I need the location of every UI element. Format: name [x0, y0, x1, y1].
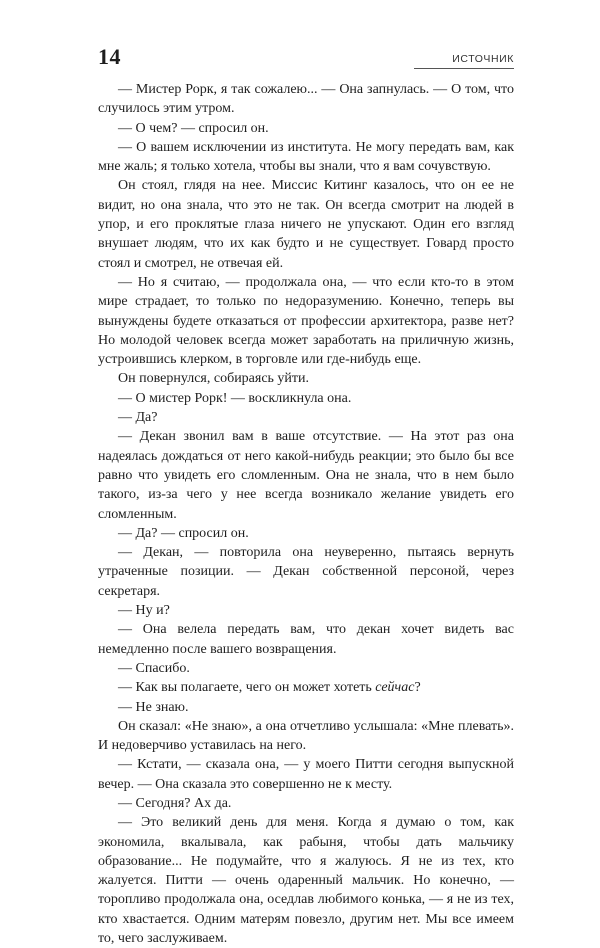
paragraph: Он повернулся, собираясь уйти.: [118, 371, 310, 387]
paragraph: — Кстати, — сказала она, — у моего Питти сегодня выпускной вечер. — Она сказала это совершенно не к месту.: [98, 757, 514, 792]
paragraph: — Не знаю.: [118, 699, 189, 715]
body-text: [98, 80, 514, 948]
paragraph-with-emphasis: [98, 678, 514, 697]
header-rule: [414, 68, 514, 69]
paragraph: — Декан, — повторила она неуверенно, пытаясь вернуть утраченные позиции. — Декан собственной персоной, через секретаря.: [98, 545, 514, 599]
paragraph-lead: — Как вы полагаете, чего он может хотеть: [118, 680, 376, 696]
paragraph: — О мистер Рорк! — воскликнула она.: [118, 390, 352, 406]
emphasis-word: сейчас: [375, 680, 415, 696]
paragraph: Он стоял, глядя на нее. Миссис Китинг казалось, что он ее не видит, но она знала, что это не так. Он всегда смотрит на людей в упор, и его проклятые глаза ничего не упускают. Один его взгляд внушает людям, что их как будто и не существует. Говард просто стоял и смотрел, не отвечая ей.: [98, 178, 514, 271]
running-title: ИСТОЧНИК: [452, 53, 514, 65]
paragraph: — Это великий день для меня. Когда я думаю о том, как экономила, вкалывала, как рабыня, чтобы дать мальчику образование... Не подумайте, что я жалуюсь. Я не из тех, кто жалуется. Питти — очень одаренный мальчик. Но конечно, — торопливо продолжала она, оседлав любимого конька, — я не из тех, кто хвастается. Одним матерям повезло, другим нет. Мы все имеем то, чего заслуживаем.: [98, 815, 514, 947]
paragraph-tail: ?: [414, 680, 421, 696]
paragraph: — Декан звонил вам в ваше отсутствие. — На этот раз она надеялась дождаться от него какой-нибудь реакции; это было бы все равно что увидеть его сломленным. Она не знала, что в нем было такого, из-за чего у нее всегда возникало желание увидеть его сломленным.: [98, 429, 514, 522]
paragraph: — Но я считаю, — продолжала она, — что если кто-то в этом мире страдает, то только по недоразумению. Конечно, теперь вы вынуждены будете отказаться от профессии архитектора, разве нет? Но молодой человек всегда может заработать на приличную жизнь, устроившись клерком, в торговле или где-нибудь еще.: [98, 274, 514, 368]
paragraph: — Да?: [118, 410, 158, 426]
paragraph: — Она велела передать вам, что декан хочет видеть вас немедленно после вашего возвращения.: [98, 622, 514, 657]
paragraph: — Сегодня? Ах да.: [118, 795, 232, 811]
paragraph: — Мистер Рорк, я так сожалею... — Она запнулась. — О том, что случилось этим утром.: [98, 82, 514, 117]
paragraph: — Спасибо.: [118, 660, 190, 676]
paragraph: — О вашем исключении из института. Не могу передать вам, как мне жаль; я только хотела, чтобы вы знали, что я вам сочувствую.: [98, 139, 514, 175]
paragraph: — О чем? — спросил он.: [118, 120, 269, 136]
paragraph: Он сказал: «Не знаю», а она отчетливо услышала: «Мне плевать». И недоверчиво уставилась на него.: [98, 718, 514, 754]
page-number: 14: [98, 44, 121, 69]
paragraph: — Ну и?: [118, 603, 170, 619]
paragraph: — Да? — спросил он.: [118, 525, 249, 541]
